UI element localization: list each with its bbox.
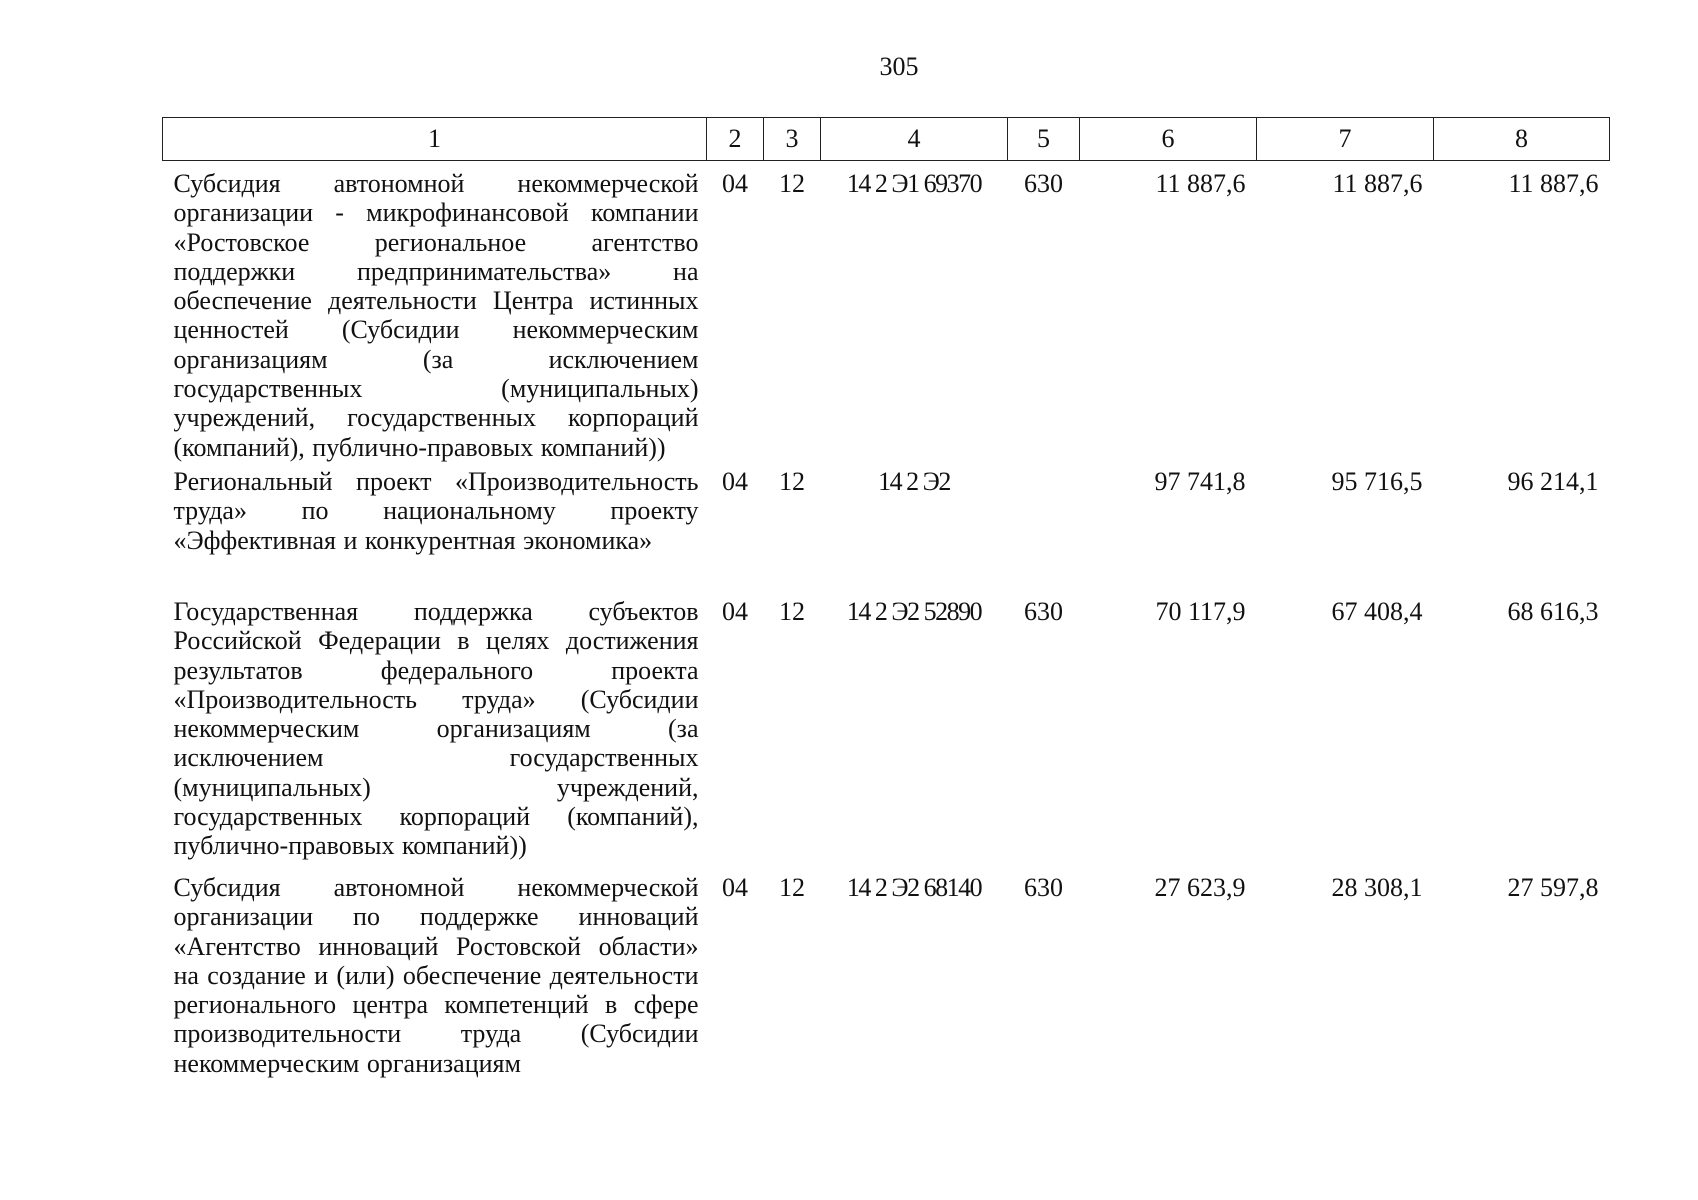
row-section-code: 04 [722,467,748,496]
row-amount-col8: 27 597,8 [1507,873,1599,902]
row-amount-col8: 11 887,6 [1508,169,1599,198]
row-subsection-code: 12 [779,597,805,626]
row-amount-col7: 28 308,1 [1331,873,1423,902]
column-header: 2 [707,118,764,161]
column-header: 3 [764,118,821,161]
row-subsection-code: 12 [779,467,805,496]
column-header: 4 [821,118,1008,161]
table-row [163,597,1610,873]
column-header: 8 [1434,118,1610,161]
table-body [163,161,1610,1084]
row-amount-col6: 97 741,8 [1154,467,1246,496]
row-subsection-code: 12 [779,169,805,198]
row-amount-col6: 27 623,9 [1154,873,1246,902]
row-expense-type: 630 [1024,169,1063,198]
table-header [163,118,1610,161]
row-expense-type: 630 [1024,873,1063,902]
budget-table [162,117,1610,1083]
row-target-article: 14 2 Э2 68140 [846,873,982,902]
row-description: Субсидия автономной некоммерческой организации - микрофинансовой компании «Ростовское региональное агентство поддержки предпринимательства» на обеспечение деятельности Центра истинных ценностей (Субсидии некоммерческим организациям (за исключением государственных (муниципальных) учреждений, государственных корпораций (компаний), публично-правовых компаний)) [173,169,699,462]
table-row [163,161,1610,468]
page-number [0,52,1698,82]
row-description: Региональный проект «Производительность труда» по национальному проекту «Эффективная и конкурентная экономика» [173,467,699,555]
row-amount-col8: 96 214,1 [1507,467,1599,496]
row-expense-type: 630 [1024,597,1063,626]
row-section-code: 04 [722,169,748,198]
row-amount-col7: 95 716,5 [1331,467,1423,496]
row-amount-col7: 11 887,6 [1332,169,1423,198]
column-header: 5 [1008,118,1080,161]
row-amount-col7: 67 408,4 [1331,597,1423,626]
row-subsection-code: 12 [779,873,805,902]
header-row [163,118,1610,161]
row-amount-col6: 70 117,9 [1155,597,1246,626]
row-target-article: 14 2 Э2 52890 [846,597,982,626]
row-description: Субсидия автономной некоммерческой организации по поддержке инноваций «Агентство инноваций Ростовской области» на создание и (или) обеспечение деятельности регионального центра компетенций в сфере производительности труда (Субсидии некоммерческим организациям [173,873,699,1078]
row-section-code: 04 [722,597,748,626]
column-header: 6 [1080,118,1257,161]
row-amount-col8: 68 616,3 [1507,597,1599,626]
column-header: 1 [163,118,707,161]
row-description: Государственная поддержка субъектов Российской Федерации в целях достижения результатов федерального проекта «Производительность труда» (Субсидии некоммерческим организациям (за исключением государственных (муниципальных) учреждений, государственных корпораций (компаний), публично-правовых компаний)) [173,597,699,861]
table-row [163,873,1610,1083]
page-number-text: 305 [879,52,919,81]
table-row [163,467,1610,597]
row-target-article: 14 2 Э2 [878,467,950,496]
row-expense-type [1008,467,1080,597]
column-header: 7 [1257,118,1434,161]
row-amount-col6: 11 887,6 [1155,169,1246,198]
row-target-article: 14 2 Э1 69370 [846,169,982,198]
row-section-code: 04 [722,873,748,902]
